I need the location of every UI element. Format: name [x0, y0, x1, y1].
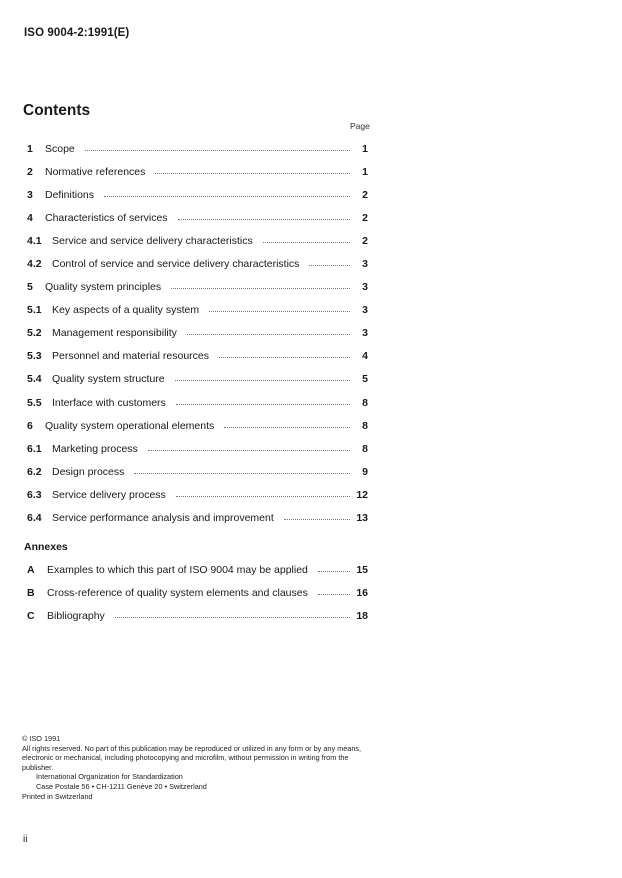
entry-number: 6.2 [27, 466, 42, 478]
entry-page: 12 [356, 489, 368, 501]
toc-entry [0, 235, 622, 251]
entry-title: Design process [52, 466, 125, 478]
entry-number: 5.1 [27, 304, 42, 316]
entry-page: 5 [362, 373, 368, 385]
entry-page: 13 [356, 512, 368, 524]
entry-title: Interface with customers [52, 397, 166, 409]
entry-number: 2 [27, 166, 33, 178]
entry-title: Service and service delivery characteristics [52, 235, 253, 247]
entry-number: 5.3 [27, 350, 42, 362]
toc-entry [0, 466, 622, 482]
toc-entry [0, 443, 622, 459]
toc-entry [0, 281, 622, 297]
printed-in: Printed in Switzerland [22, 791, 93, 801]
entry-title: Quality system structure [52, 373, 165, 385]
entry-title: Marketing process [52, 443, 138, 455]
contents-title: Contents [23, 102, 91, 119]
leader-dots [178, 219, 350, 220]
leader-dots [175, 380, 350, 381]
entry-title: Service delivery process [52, 489, 166, 501]
entry-page: 1 [362, 166, 368, 178]
leader-dots [209, 311, 350, 312]
entry-number: 4.1 [27, 235, 42, 247]
entry-number: 3 [27, 189, 33, 201]
annex-entry [0, 564, 622, 580]
annex-entry [0, 610, 622, 626]
entry-page: 8 [362, 420, 368, 432]
toc-entry [0, 212, 622, 228]
leader-dots [318, 571, 350, 572]
toc-entry [0, 304, 622, 320]
leader-dots [224, 427, 350, 428]
entry-page: 8 [362, 443, 368, 455]
leader-dots [134, 473, 350, 474]
entry-page: 9 [362, 466, 368, 478]
entry-page: 2 [362, 212, 368, 224]
entry-number: 5 [27, 281, 33, 293]
entry-title: Key aspects of a quality system [52, 304, 200, 316]
entry-title: Control of service and service delivery characteristics [52, 258, 300, 270]
toc-entry [0, 143, 622, 159]
entry-title: Management responsibility [52, 327, 177, 339]
entry-page: 15 [356, 564, 368, 576]
entry-number: 5.4 [27, 373, 42, 385]
entry-page: 8 [362, 397, 368, 409]
entry-title: Quality system operational elements [45, 420, 215, 432]
entry-page: 18 [356, 610, 368, 622]
entry-number: 5.2 [27, 327, 42, 339]
annexes-heading: Annexes [24, 541, 68, 553]
entry-title: Bibliography [47, 610, 105, 622]
leader-dots [104, 196, 350, 197]
entry-page: 1 [362, 143, 368, 155]
leader-dots [85, 150, 350, 151]
leader-dots [176, 496, 350, 497]
entry-title: Quality system principles [45, 281, 162, 293]
entry-page: 16 [356, 587, 368, 599]
toc-entry [0, 350, 622, 366]
toc-entry [0, 420, 622, 436]
organization-name: International Organization for Standardization [36, 772, 183, 782]
entry-number: 6 [27, 420, 33, 432]
leader-dots [309, 265, 350, 266]
entry-number: 5.5 [27, 397, 42, 409]
entry-page: 2 [362, 189, 368, 201]
copyright-line: © ISO 1991 [22, 734, 61, 743]
toc-entry [0, 166, 622, 182]
leader-dots [148, 450, 350, 451]
leader-dots [176, 404, 350, 405]
entry-title: Definitions [45, 189, 95, 201]
entry-number: 6.4 [27, 512, 42, 524]
entry-number: A [27, 564, 35, 576]
entry-title: Examples to which this part of ISO 9004 may be applied [47, 564, 308, 576]
toc-entry [0, 258, 622, 274]
page-number: ii [23, 834, 28, 845]
organization-address: Case Postale 56 • CH-1211 Genève 20 • Switzerland [36, 781, 207, 791]
entry-number: C [27, 610, 35, 622]
entry-title: Scope [45, 143, 75, 155]
entry-page: 2 [362, 235, 368, 247]
copyright-block [22, 734, 372, 801]
leader-dots [187, 334, 350, 335]
document-id: ISO 9004-2:1991(E) [24, 27, 130, 39]
entry-number: 4.2 [27, 258, 42, 270]
entry-number: 4 [27, 212, 33, 224]
leader-dots [263, 242, 350, 243]
toc-entry [0, 512, 622, 528]
toc-entry [0, 373, 622, 389]
entry-number: 6.3 [27, 489, 42, 501]
leader-dots [171, 288, 350, 289]
toc-entry [0, 489, 622, 505]
entry-page: 3 [362, 304, 368, 316]
leader-dots [318, 594, 350, 595]
page-column-label: Page [350, 121, 370, 131]
leader-dots [284, 519, 350, 520]
entry-page: 4 [362, 350, 368, 362]
toc-entry [0, 397, 622, 413]
entry-number: B [27, 587, 35, 599]
entry-title: Normative references [45, 166, 146, 178]
entry-number: 6.1 [27, 443, 42, 455]
entry-page: 3 [362, 281, 368, 293]
leader-dots [115, 617, 350, 618]
leader-dots [155, 173, 350, 174]
entry-title: Service performance analysis and improvement [52, 512, 274, 524]
entry-page: 3 [362, 327, 368, 339]
annex-entry [0, 587, 622, 603]
entry-page: 3 [362, 258, 368, 270]
entry-number: 1 [27, 143, 33, 155]
leader-dots [219, 357, 350, 358]
toc-entry [0, 189, 622, 205]
entry-title: Personnel and material resources [52, 350, 209, 362]
entry-title: Cross-reference of quality system elements and clauses [47, 587, 308, 599]
rights-statement: All rights reserved. No part of this publication may be reproduced or utilized in any form or by any means, electronic or mechanical, including photocopying and microfilm, without permission in writing from the publisher. [22, 743, 362, 772]
entry-title: Characteristics of services [45, 212, 168, 224]
toc-entry [0, 327, 622, 343]
